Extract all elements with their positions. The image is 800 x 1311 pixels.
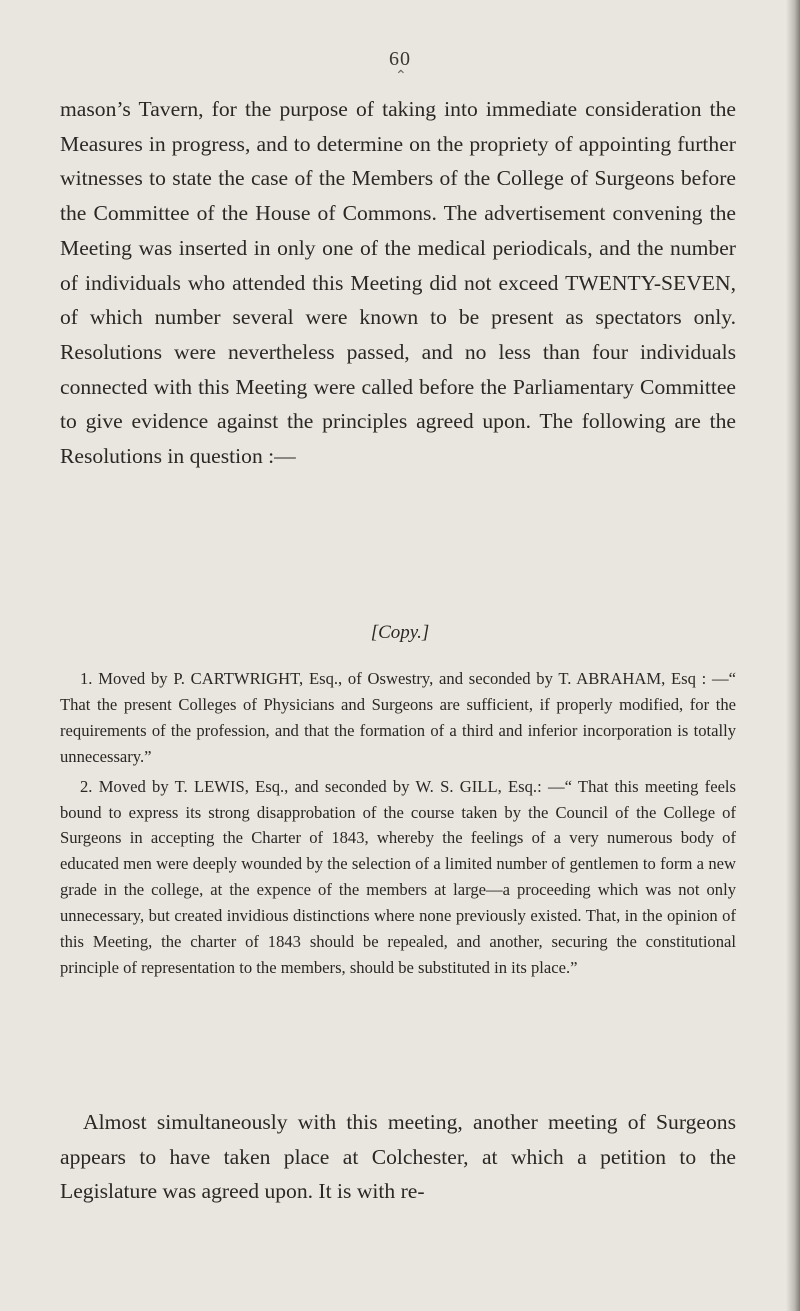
page-number: 60 (389, 48, 411, 70)
paragraph-2: Almost simultaneously with this meeting, another meeting of Surgeons appears to have taken place at Colchester, at which a petition to the Legislature was agreed upon. It is with re- (60, 1110, 736, 1203)
paragraph-1: mason’s Tavern, for the purpose of taking into immediate consideration the Measures in progress, and to determine on the propriety of appointing further witnesses to state the case of the Members of the College of Surgeons before the Committee of the House of Commons. The advertisement convening the Meeting was inserted in only one of the medical periodicals, and the number of individuals who attended this Meeting did not exceed TWENTY-SEVEN, of which number several were known to be present as spectators only. Resolutions were nevertheless passed, and no less than four individuals connected with this Meeting were called before the Parliamentary Committee to give evidence against the principles agreed upon. The following are the Resolutions in question :— (60, 97, 736, 469)
resolutions-block (60, 666, 736, 981)
page-edge-shadow (786, 0, 800, 1311)
resolution-item: 1. Moved by P. CARTWRIGHT, Esq., of Oswestry, and seconded by T. ABRAHAM, Esq : —“ That the present Colleges of Physicians and Surgeons are sufficient, if properly modified, for the requirements of the profession, and that the formation of a third and inferior incorporation is totally unnecessary.” (60, 669, 736, 766)
print-speck: ⌃ (395, 69, 407, 84)
copy-label: [Copy.] (370, 622, 430, 643)
resolution-item: 2. Moved by T. LEWIS, Esq., and seconded by W. S. GILL, Esq.: —“ That this meeting feels bound to express its strong disapprobation of the course taken by the Council of the College of Surgeons in accepting the Charter of 1843, whereby the feelings of a very numerous body of educated men were deeply wounded by the selection of a limited number of gentlemen to form a new grade in the college, at the expence of the members at large—a proceeding which was not only unnecessary, but created invidious distinctions where none previously existed. That, in the opinion of this Meeting, the charter of 1843 should be repealed, and another, securing the constitutional principle of representation to the members, should be substituted in its place.” (60, 776, 736, 977)
